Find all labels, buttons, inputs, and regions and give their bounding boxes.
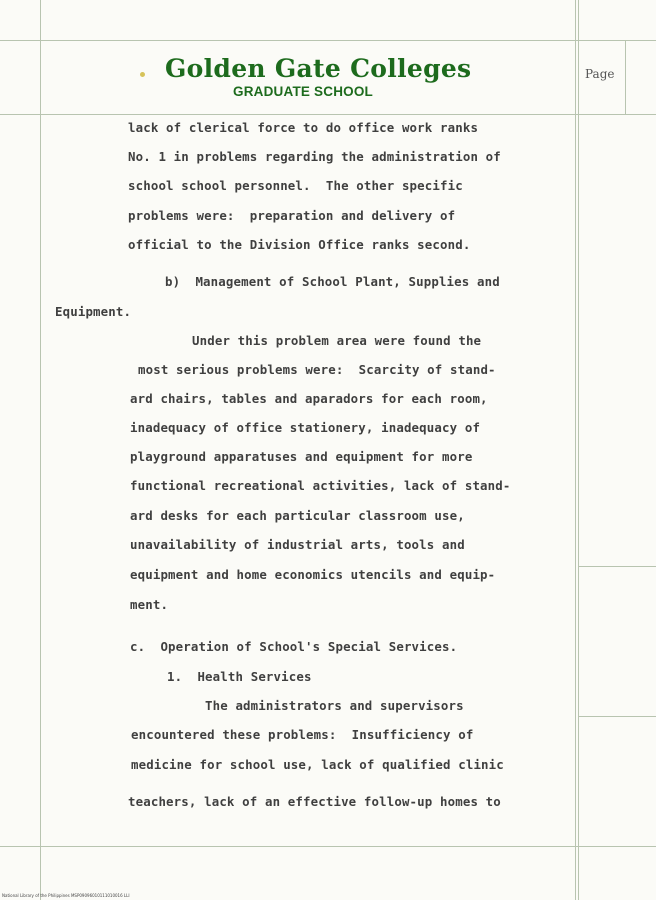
body-line: school school personnel. The other specific bbox=[128, 178, 463, 193]
body-line: Under this problem area were found the bbox=[192, 333, 482, 348]
subsection-heading: 1. Health Services bbox=[167, 669, 312, 684]
body-line: No. 1 in problems regarding the administration of bbox=[128, 149, 501, 164]
header-ornament bbox=[140, 72, 145, 77]
side-rule-2 bbox=[578, 716, 656, 717]
body-line: equipment and home economics utencils and equip- bbox=[130, 567, 496, 582]
page-box-rule bbox=[625, 40, 626, 114]
top-rule bbox=[0, 40, 656, 41]
body-line: The administrators and supervisors bbox=[205, 698, 464, 713]
page-label: Page bbox=[585, 67, 615, 81]
body-line: ard chairs, tables and aparadors for each room, bbox=[130, 391, 488, 406]
body-line: lack of clerical force to do office work ranks bbox=[128, 120, 479, 135]
archive-footer-note: National Library of the Philippines MSP09096010111010016 LLI bbox=[2, 893, 130, 898]
body-line: medicine for school use, lack of qualified clinic bbox=[131, 757, 504, 772]
header-bottom-rule bbox=[0, 114, 656, 115]
footer-top-rule bbox=[0, 846, 656, 847]
left-margin-rule bbox=[40, 0, 41, 900]
body-line: problems were: preparation and delivery of bbox=[128, 208, 456, 223]
section-heading-cont: Equipment. bbox=[55, 304, 132, 319]
college-name: Golden Gate Colleges bbox=[165, 54, 472, 83]
body-line: official to the Division Office ranks second. bbox=[128, 237, 471, 252]
section-heading: c. Operation of School's Special Services. bbox=[130, 639, 458, 654]
body-line: functional recreational activities, lack of stand- bbox=[130, 478, 511, 493]
body-line: ment. bbox=[130, 597, 169, 612]
right-margin-rule bbox=[575, 0, 576, 900]
right-margin-rule-2 bbox=[578, 0, 579, 900]
body-line: teachers, lack of an effective follow-up homes to bbox=[128, 794, 501, 809]
section-heading: b) Management of School Plant, Supplies and bbox=[165, 274, 500, 289]
body-line: ard desks for each particular classroom use, bbox=[130, 508, 465, 523]
body-line: playground apparatuses and equipment for more bbox=[130, 449, 473, 464]
graduate-school-label: GRADUATE SCHOOL bbox=[233, 84, 373, 99]
body-line: encountered these problems: Insufficiency of bbox=[131, 727, 474, 742]
body-line: unavailability of industrial arts, tools and bbox=[130, 537, 465, 552]
body-line: most serious problems were: Scarcity of stand- bbox=[138, 362, 496, 377]
side-rule-1 bbox=[578, 566, 656, 567]
body-line: inadequacy of office stationery, inadequacy of bbox=[130, 420, 481, 435]
